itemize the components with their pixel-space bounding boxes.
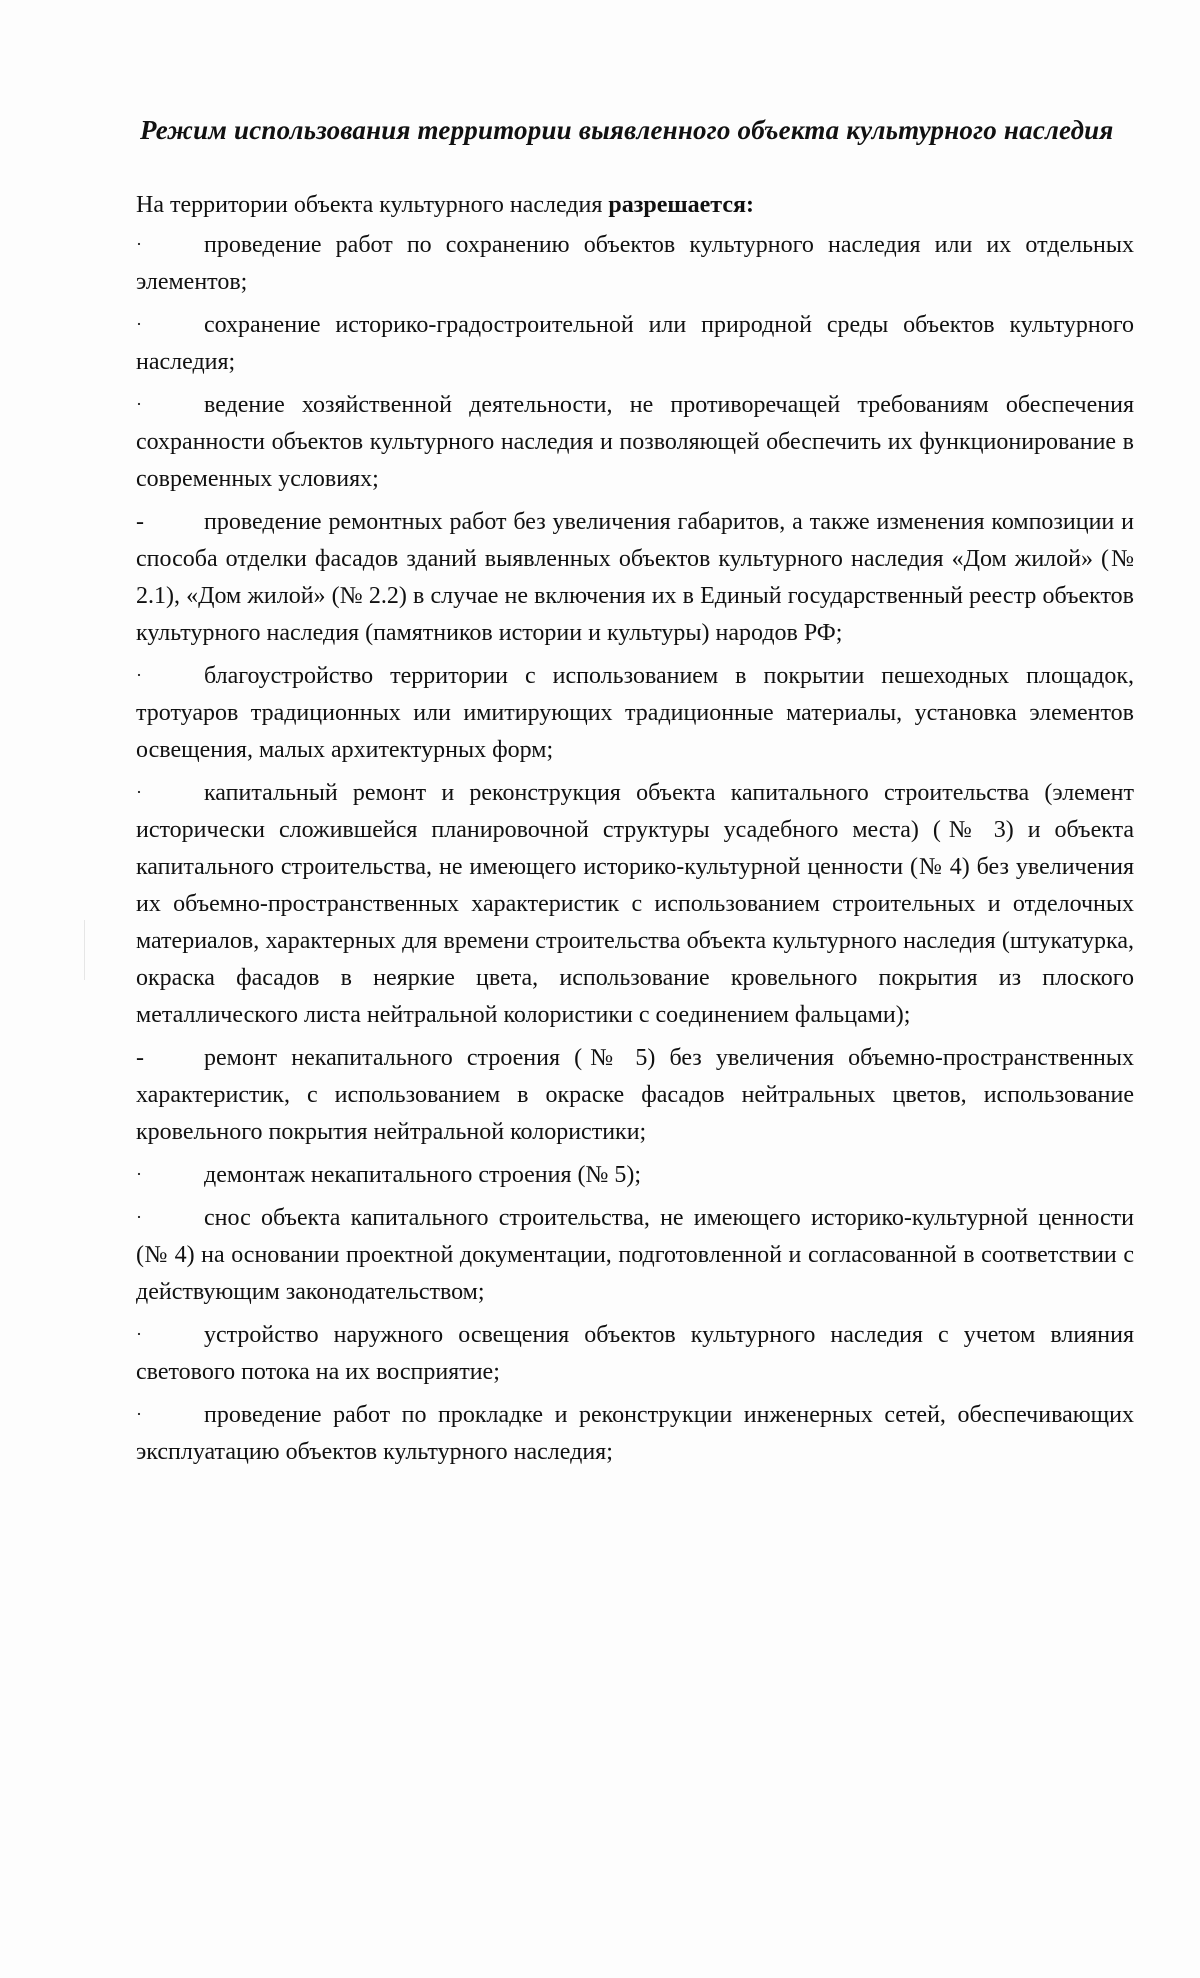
list-item-text: капитальный ремонт и реконструкция объекта капитального строительства (элемент исторически сложившейся планировочной структуры усадебного места) (№ 3) и объекта капитального строительства, не имеющего историко-культурной ценности (№ 4) без увеличения их объемно-пространственных характеристик с использованием строительных и отделочных материалов, характерных для времени строительства объекта культурного наследия (штукатурка, окраска фасадов в неяркие цвета, использование кровельного покрытия из плоского металлического листа нейтральной колористики с соединением фальцами); xyxy=(136,780,1134,1028)
list-bullet: · xyxy=(136,1324,142,1344)
list-item-text: благоустройство территории с использованием в покрытии пешеходных площадок, тротуаров традиционных или имитирующих традиционные материалы, установка элементов освещения, малых архитектурных форм; xyxy=(136,663,1134,763)
document-body xyxy=(136,187,1134,1477)
list-item-text: демонтаж некапитального строения (№ 5); xyxy=(204,1162,642,1188)
list-item-text: ремонт некапитального строения (№ 5) без увеличения объемно-пространственных характеристик, с использованием в окраске фасадов нейтральных цветов, использование кровельного покрытия нейтральной колористики; xyxy=(136,1045,1134,1145)
permitted-activities-list xyxy=(136,227,1134,1471)
list-dash: - xyxy=(136,509,144,535)
list-item-text: ведение хозяйственной деятельности, не противоречащей требованиям обеспечения сохранности объектов культурного наследия и позволяющей обеспечить их функционирование в современных условиях; xyxy=(136,392,1134,492)
intro-paragraph xyxy=(136,187,1134,223)
list-bullet: · xyxy=(136,234,142,254)
list-bullet: · xyxy=(136,1164,142,1184)
list-item xyxy=(136,387,1134,498)
list-dash: - xyxy=(136,1045,144,1071)
list-item xyxy=(136,1200,1134,1311)
intro-text: На территории объекта культурного наследия xyxy=(136,192,609,218)
intro-bold-text: разрешается: xyxy=(608,192,754,218)
list-item-text: проведение ремонтных работ без увеличения габаритов, а также изменения композиции и способа отделки фасадов зданий выявленных объектов культурного наследия «Дом жилой» (№ 2.1), «Дом жилой» (№ 2.2) в случае не включения их в Единый государственный реестр объектов культурного наследия (памятников истории и культуры) народов РФ; xyxy=(136,509,1134,646)
document-title: Режим использования территории выявленного объекта культурного наследия xyxy=(140,115,1114,145)
list-bullet: · xyxy=(136,314,142,334)
list-item xyxy=(136,658,1134,769)
list-item-text: проведение работ по прокладке и реконструкции инженерных сетей, обеспечивающих эксплуатацию объектов культурного наследия; xyxy=(136,1402,1134,1465)
list-item-text: сохранение историко-градостроительной или природной среды объектов культурного наследия; xyxy=(136,312,1134,375)
list-item xyxy=(136,1397,1134,1471)
list-bullet: · xyxy=(136,1207,142,1227)
list-item xyxy=(136,227,1134,301)
list-item xyxy=(136,775,1134,1034)
list-item-text: устройство наружного освещения объектов культурного наследия с учетом влияния светового потока на их восприятие; xyxy=(136,1322,1134,1385)
list-item-text: проведение работ по сохранению объектов культурного наследия или их отдельных элементов; xyxy=(136,232,1134,295)
list-item xyxy=(136,1317,1134,1391)
list-bullet: · xyxy=(136,394,142,414)
list-item xyxy=(136,504,1134,652)
list-item xyxy=(136,1157,1134,1194)
list-bullet: · xyxy=(136,665,142,685)
list-bullet: · xyxy=(136,1404,142,1424)
scan-artifact xyxy=(84,920,85,980)
list-item xyxy=(136,307,1134,381)
list-item-text: снос объекта капитального строительства, не имеющего историко-культурной ценности (№ 4) на основании проектной документации, подготовленной и согласованной в соответствии с действующим законодательством; xyxy=(136,1205,1134,1305)
list-item xyxy=(136,1040,1134,1151)
list-bullet: · xyxy=(136,782,142,802)
